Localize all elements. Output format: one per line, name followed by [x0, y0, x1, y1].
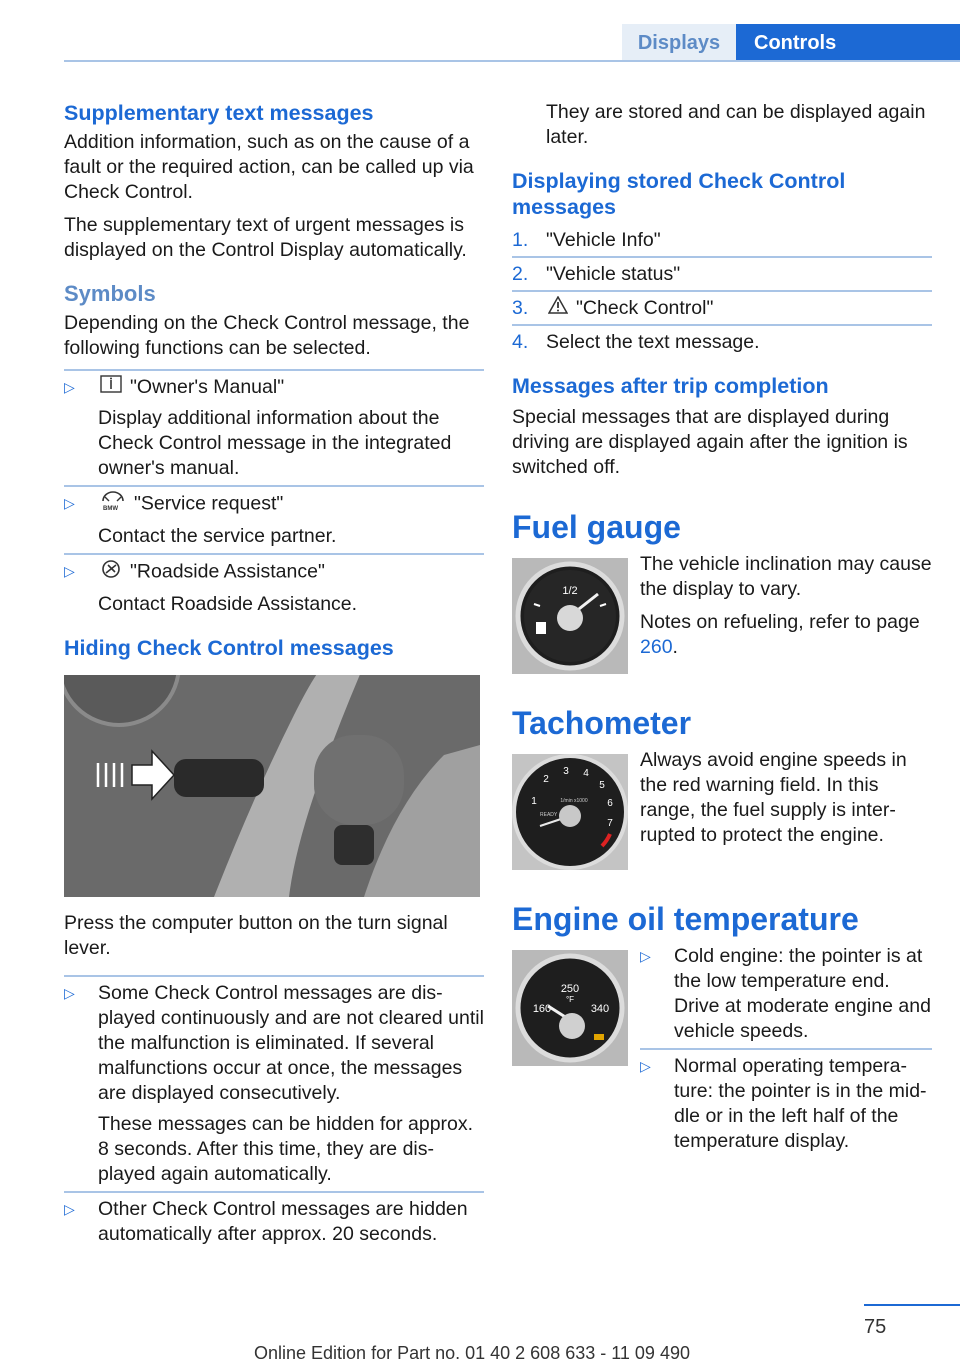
step-number: 1.: [512, 229, 529, 251]
displaying-heading: Displaying stored Check Control messages: [512, 169, 846, 219]
symbols-heading: Symbols: [64, 281, 156, 306]
tachometer-heading: Tachometer: [512, 705, 692, 742]
oil-mid-label: 250: [560, 983, 580, 996]
continuous-text-2: These messages can be hidden for approx. 8 seconds. After this time, they are displayed again automatically.: [98, 1113, 474, 1186]
tach-unit-label: 1/min x1000: [560, 798, 588, 805]
step-item: [512, 228, 932, 253]
fuel-paragraph-1: The vehicle inclination may cause the display to vary.: [640, 553, 932, 601]
page-header: [0, 24, 960, 62]
symbols-paragraph: Depending on the Check Control message, the following functions can be selected.: [64, 312, 470, 359]
list-divider: [64, 553, 484, 555]
steps-list: [512, 228, 932, 355]
oil-temp-gauge-image: [512, 950, 628, 1066]
cold-engine-text: Cold engine: the pointer is at the low temperature end. Drive at moderate engine and vehicle speeds.: [674, 945, 931, 1043]
steering-wheel-photo: [64, 675, 480, 897]
service-icon: [100, 491, 126, 518]
list-item-service-request: [64, 491, 484, 549]
tachometer-image: [512, 754, 628, 870]
bullet-triangle-icon: ▷: [64, 563, 75, 580]
owners-manual-desc: Display additional information about the Check Control message in the integrated owner's manual.: [98, 407, 452, 480]
stored-paragraph: They are stored and can be displayed again later.: [546, 101, 926, 148]
list-item-normal-temp: [640, 1054, 932, 1154]
tachometer-paragraph: Always avoid engine speeds in the red warning field. In this range, the fuel supply is interrupted to protect the engine.: [640, 749, 907, 847]
bullet-triangle-icon: ▷: [64, 495, 75, 512]
list-divider: [64, 1191, 484, 1193]
tach-tick-label: 3: [563, 766, 569, 778]
chapter-tab: Controls: [736, 24, 960, 62]
roadside-label: "Roadside Assistance": [130, 561, 325, 583]
tach-tick-label: 6: [607, 798, 613, 810]
footer-edition: Online Edition for Part no. 01 40 2 608 633 - 11 09 490: [254, 1343, 690, 1362]
fuel-refer-text: Notes on refueling, refer to page: [640, 611, 920, 634]
step-text: Select the text message.: [546, 331, 760, 354]
auto-hidden-text: Other Check Control messages are hidden automatically after approx. 20 seconds.: [98, 1198, 468, 1246]
tach-ready-label: READY: [540, 812, 558, 819]
fuel-refer-end: .: [672, 636, 678, 659]
list-item-auto-hidden: [64, 1197, 484, 1247]
oil-temp-section: [512, 944, 932, 1154]
bullet-triangle-icon: ▷: [64, 1201, 75, 1218]
supplementary-paragraph-1: Addition information, such as on the cause of a fault or the required action, can be called up via Check Control.: [64, 131, 474, 203]
tachometer-section: [512, 748, 932, 870]
list-divider: [512, 290, 932, 292]
fuel-gauge-heading: Fuel gauge: [512, 509, 681, 546]
hiding-list: [64, 975, 484, 1247]
tach-tick-label: 2: [543, 774, 549, 786]
step-text: "Check Control": [576, 297, 714, 319]
page-number: 75: [864, 1316, 887, 1338]
service-request-label: "Service request": [134, 493, 284, 515]
list-divider: [64, 975, 484, 977]
list-item-owners-manual: [64, 375, 484, 481]
step-item: [512, 296, 932, 321]
tach-tick-label: 1: [531, 796, 537, 808]
photo-caption: Press the computer button on the turn signal lever.: [64, 912, 448, 960]
service-request-desc: Contact the service partner.: [98, 525, 337, 548]
hiding-heading: Hiding Check Control messages: [64, 636, 394, 661]
tach-tick-label: 4: [583, 768, 589, 780]
tach-tick-label: 5: [599, 780, 605, 792]
fuel-gauge-section: [512, 552, 932, 674]
oil-low-label: 160: [532, 1003, 552, 1016]
owners-manual-label: "Owner's Manual": [130, 376, 285, 398]
step-number: 2.: [512, 263, 529, 285]
section-tab: Displays: [622, 24, 736, 62]
oil-temp-heading: Engine oil temperature: [512, 901, 859, 938]
fuel-gauge-image: [512, 558, 628, 674]
svg-text:BMW: BMW: [103, 506, 118, 512]
roadside-assistance-icon: [100, 559, 122, 586]
step-item: [512, 330, 932, 355]
oil-high-label: 340: [590, 1003, 610, 1016]
page-link[interactable]: 260: [640, 636, 673, 659]
bullet-triangle-icon: ▷: [640, 1058, 651, 1075]
list-divider: [512, 324, 932, 326]
step-item: [512, 262, 932, 287]
fuel-gauge-label: 1/2: [562, 585, 578, 598]
footer-rule: [864, 1304, 960, 1306]
header-rule: [64, 60, 960, 62]
step-number: 4.: [512, 331, 529, 354]
continuous-text: Some Check Control messages are displayed continuously and are not cleared until the malfunction is eliminated. If several malfunctions occur at once, the messages are displayed consecutively.: [98, 982, 484, 1105]
tach-tick-label: 7: [607, 818, 613, 830]
list-item-cold-engine: [640, 944, 932, 1044]
step-text: "Vehicle status": [546, 263, 681, 285]
list-divider: [64, 485, 484, 487]
left-column: [64, 100, 484, 1247]
bullet-triangle-icon: ▷: [640, 948, 651, 965]
list-divider: [512, 256, 932, 258]
supplementary-paragraph-2: The supplementary text of urgent messages is displayed on the Control Display automatically.: [64, 214, 467, 261]
list-divider: [640, 1048, 932, 1050]
trip-paragraph: Special messages that are displayed during driving are displayed again after the ignition is switched off.: [512, 406, 908, 479]
bullet-triangle-icon: ▷: [64, 379, 75, 395]
bullet-triangle-icon: ▷: [64, 985, 75, 1002]
step-number: 3.: [512, 297, 529, 319]
trip-heading: Messages after trip completion: [512, 374, 829, 399]
list-item-continuous: [64, 981, 484, 1187]
book-icon: [100, 375, 122, 400]
warning-triangle-icon: [548, 296, 568, 321]
list-divider: [64, 369, 484, 371]
supplementary-heading: Supplementary text messages: [64, 101, 374, 125]
oil-temp-list: [640, 944, 932, 1154]
symbols-list: [64, 369, 484, 617]
list-item-roadside: [64, 559, 484, 617]
roadside-desc: Contact Roadside Assistance.: [98, 593, 358, 616]
right-column: [512, 100, 932, 1154]
normal-temp-text: Normal operating temperature: the pointer is in the middle or in the left half of the temperature display.: [674, 1055, 927, 1153]
oil-unit-label: °F: [565, 995, 575, 1005]
step-text: "Vehicle Info": [546, 229, 661, 251]
